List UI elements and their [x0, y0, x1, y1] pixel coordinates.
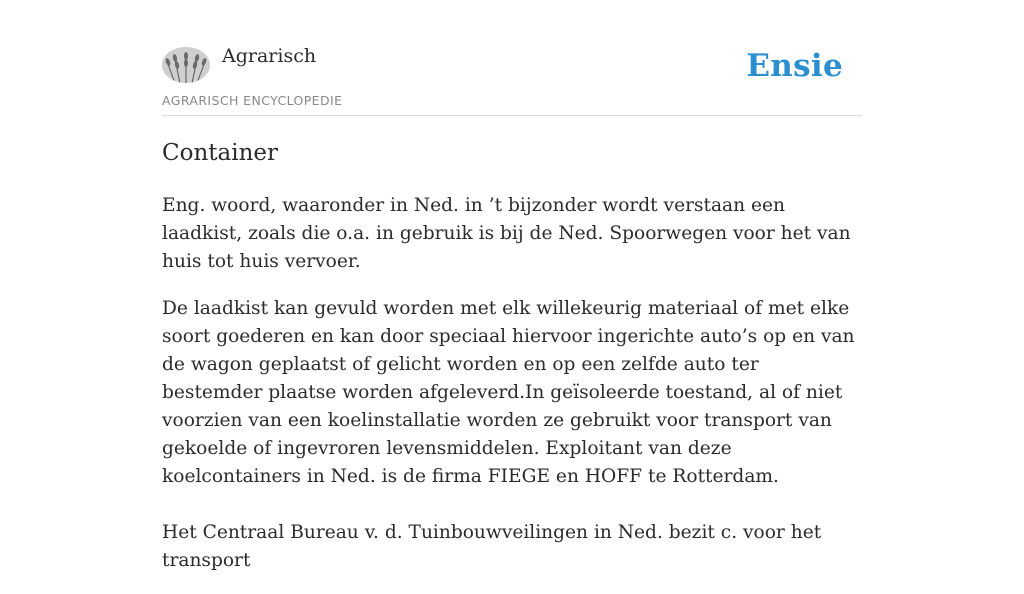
article-paragraph: Het Centraal Bureau v. d. Tuinbouwveilingen in Ned. bezit c. voor het transport [162, 522, 822, 571]
wheat-icon[interactable] [162, 47, 210, 83]
ensie-logo-link[interactable]: Ensie [746, 48, 843, 84]
site-name[interactable]: Agrarisch [222, 45, 317, 67]
article-paragraph: Eng. woord, waaronder in Ned. in ’t bijzonder wordt verstaan een laadkist, zoals die o.a. in gebruik is bij de Ned. Spoorwegen voor het van huis tot huis vervoer. [162, 195, 851, 272]
site-subtitle: AGRARISCH ENCYCLOPEDIE [162, 93, 343, 108]
article-body [162, 192, 862, 594]
article-paragraph: De laadkist kan gevuld worden met elk willekeurig materiaal of met elke soort goederen en kan door speciaal hiervoor ingerichte auto’s op en van de wagon geplaatst of gelicht worden en op een zelfde auto ter bestemder plaatse worden afgeleverd.In geïsoleerde toestand, al of niet voorzien van een koelinstallatie worden ze gebruikt voor transport van gekoelde of ingevroren levensmiddelen. Exploitant van deze koelcontainers in Ned. is de firma FIEGE en HOFF te Rotterdam. [162, 298, 855, 487]
article-title: Container [162, 140, 278, 166]
header-divider [162, 115, 862, 116]
